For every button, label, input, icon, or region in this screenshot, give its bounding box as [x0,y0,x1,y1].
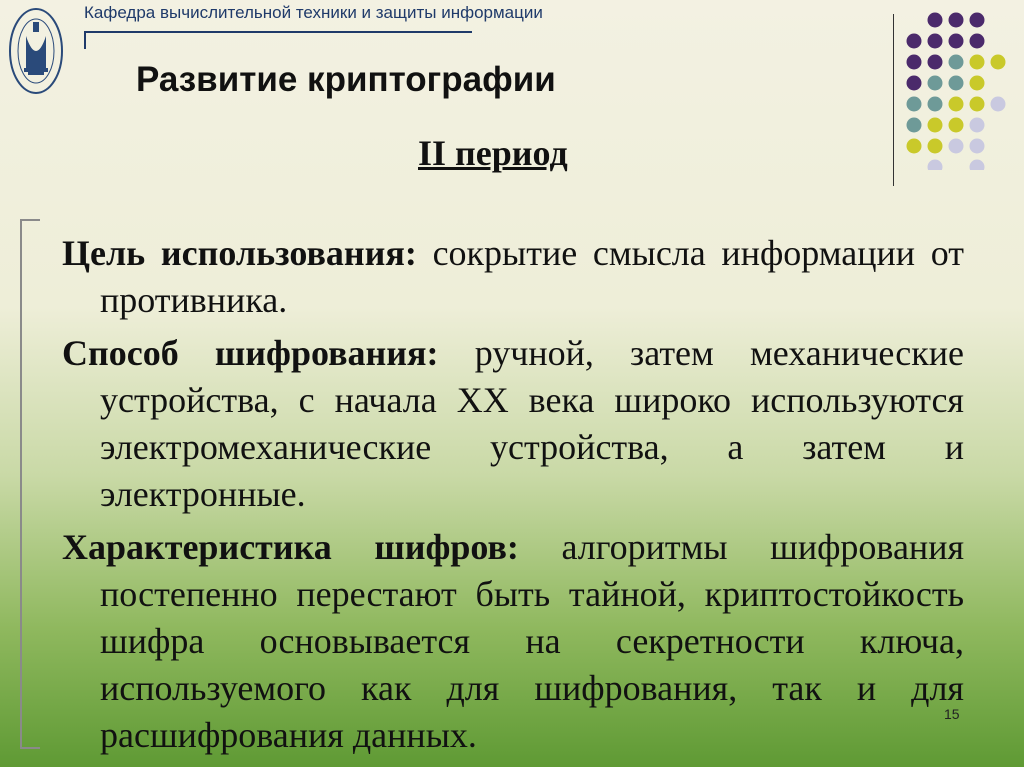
decor-dot [949,55,964,70]
decor-dot [970,55,985,70]
content-bracket-top [20,219,40,221]
decor-dot [907,97,922,112]
decor-dot [970,13,985,28]
decor-dot [991,55,1006,70]
decor-vertical-line [893,14,894,186]
slide-body [62,230,964,765]
decor-dot [928,139,943,154]
university-logo [8,6,64,96]
header-divider [84,31,472,33]
decor-dot [949,13,964,28]
body-paragraph-characteristics [62,524,964,759]
content-bracket-bottom [20,747,40,749]
paragraph-label: Способ шифрования: [62,333,439,373]
decor-dot [907,139,922,154]
page-number: 15 [944,706,960,722]
decor-dot [949,76,964,91]
paragraph-text: сокрытие смысла информации от противника. [100,233,964,320]
decor-dot [928,76,943,91]
decor-dot [970,139,985,154]
decor-dot [928,97,943,112]
decor-dot [970,118,985,133]
content-bracket-side [20,219,22,749]
decor-dot [970,97,985,112]
decor-dot [907,55,922,70]
decor-dot [907,118,922,133]
body-paragraph-method [62,330,964,518]
paragraph-text: алгоритмы шифрования постепенно перестают быть тайной, криптостойкость шифра основывается на секретности ключа, используемого как для шифрования, так и для расшифрования данных. [100,527,965,755]
decor-dot [928,13,943,28]
paragraph-label: Цель использования: [62,233,417,273]
decorative-dots [904,10,1024,170]
decor-dot [928,55,943,70]
decor-dot [970,34,985,49]
decor-dot [949,118,964,133]
slide-subtitle: II период [418,133,568,173]
decor-dot [991,97,1006,112]
decor-dot [928,34,943,49]
decor-dot [970,76,985,91]
decor-dot [928,118,943,133]
decor-dot [949,97,964,112]
decor-dot [907,34,922,49]
department-name: Кафедра вычислительной техники и защиты информации [84,3,543,22]
paragraph-text: ручной, затем механические устройства, с начала XX века широко используются электромеханические устройства, а затем и электронные. [100,333,965,514]
decor-dot [970,160,985,171]
decor-dot [949,34,964,49]
slide-title: Развитие криптографии [136,60,556,99]
paragraph-label: Характеристика шифров: [62,527,519,567]
body-paragraph-purpose [62,230,964,324]
decor-dot [949,139,964,154]
header-divider-tick [84,31,86,49]
decor-dot [928,160,943,171]
decor-dot [907,76,922,91]
